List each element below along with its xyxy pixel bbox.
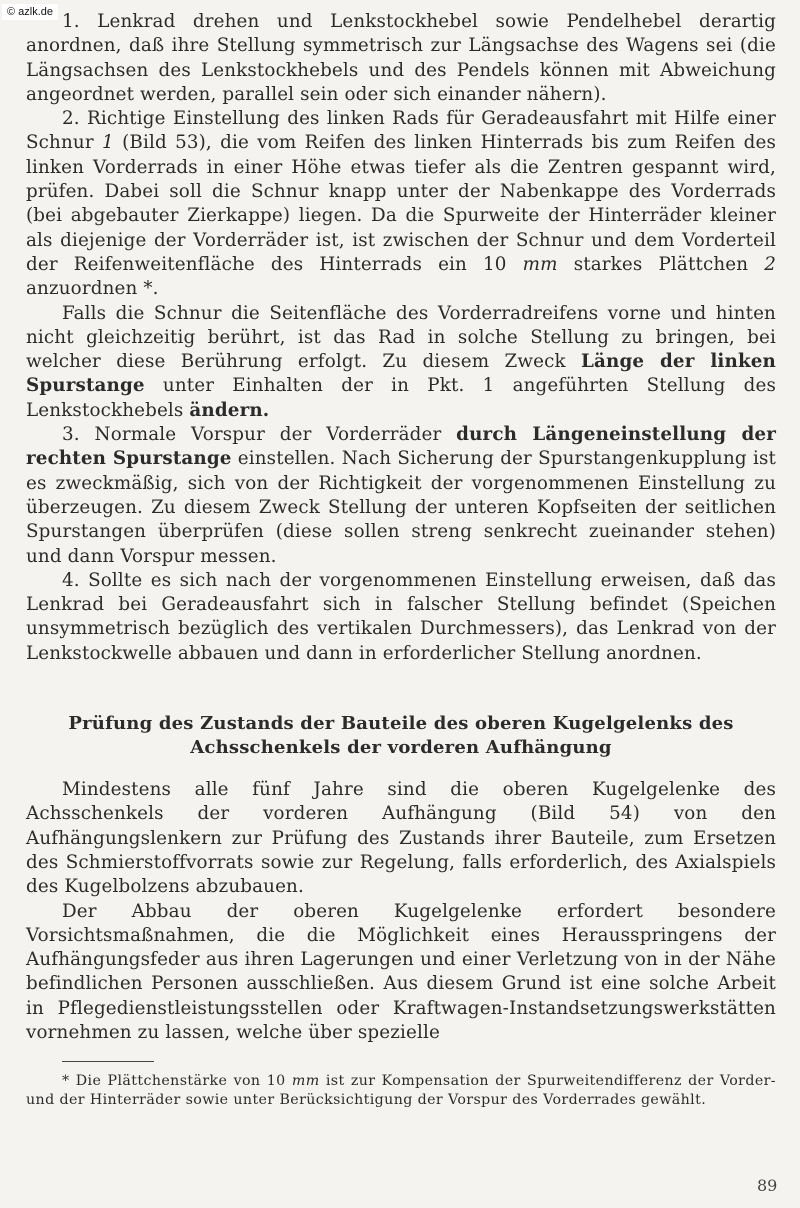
heading-line: Achsschenkels der vorderen Aufhängung (190, 737, 612, 759)
text-run: 2. Richtige Einstellung des linken Rads für Geradeausfahrt mit Hilfe einer Schnur (26, 108, 776, 154)
text-run: (Bild 53), die vom Reifen des linken Hinterrads bis zum Reifen des linken Vorderrads in einer Höhe etwas tiefer als die Zentren gespannt wird, prüfen. Dabei soll die Schnur knapp unter der Nabenkappe des Vorderrads (bei abgebauter Zierkappe) liegen. Da die Spurweite der Hinterräder kleiner als diejenige der Vorderräder ist, ist zwischen der Schnur und dem Vorderteil der Reifenweitenfläche des Hinterrads ein 10 (26, 132, 777, 275)
paragraph-adjust-left (26, 302, 776, 423)
text-run: Falls die Schnur die Seitenfläche des Vorderradreifens vorne und hinten nicht gleichzeitig berührt, ist das Rad in solche Stellung zu bringen, bei welcher diese Berührung erfolgt. Zu diesem Zweck (26, 302, 776, 373)
paragraph-step-1: 1. Lenkrad drehen und Lenkstockhebel sowie Pendelhebel derartig anordnen, daß ihre Stellung symmetrisch zur Längsachse des Wagens sei (die Längsachsen des Lenkstockhebels und des Pendels können mit Abweichung angeordnet werden, parallel sein oder sich einander nähern). (26, 11, 776, 105)
paragraph-step-2 (26, 107, 776, 301)
unit-mm: mm (522, 253, 558, 275)
text-run: ist zur Kompensation der Spurweitendifferenz der Vorder- und der Hinterräder sowie unter Berücksichtigung der Vorspur des Vorderrades gewählt. (26, 1073, 777, 1109)
figure-ref-number: 1 (102, 132, 114, 154)
text-run: unter Einhalten der in Pkt. 1 angeführten Stellung des Lenkstockhebels (26, 375, 776, 421)
paragraph-step-4: 4. Sollte es sich nach der vorgenommenen Einstellung erweisen, daß das Lenkrad bei Geradeausfahrt sich in falscher Stellung befindet (Speichen unsymmetrisch bezüglich des vertikalen Durchmessers), das Lenkrad von der Lenkstockwelle abbauen und dann in erforderlicher Stellung anordnen. (26, 569, 776, 664)
text-run: 3. Normale Vorspur der Vorderräder (62, 424, 457, 446)
section-heading (26, 712, 776, 760)
bold-phrase: durch Längeneinstellung der rechten Spurstange (26, 424, 776, 470)
text-run: starkes Plättchen (557, 253, 765, 275)
unit-mm: mm (291, 1073, 320, 1090)
paragraph-ball-joint-removal: Der Abbau der oberen Kugelgelenke erfordert besondere Vorsichtsmaßnahmen, die die Möglichkeit eines Herausspringens der Aufhängungsfeder aus ihren Lagerungen und einer Verletzung von in der Nähe befindlichen Personen ausschließen. Aus diesem Grund ist eine solche Arbeit in Pflegedienstleistungsstellen oder Kraftwagen-Instandsetzungswerkstätten vornehmen zu lassen, welche über spezielle (26, 900, 776, 1043)
figure-ref-number: 2 (764, 253, 776, 275)
text-run: einstellen. Nach Sicherung der Spurstangenkupplung ist es zweckmäßig, sich von der Richtigkeit der vorgenommenen Einstellung zu überzeugen. Zu diesem Zweck Stellung der unteren Kopfseiten der seitlichen Spurstangen überprüfen (diese sollen streng senkrecht zueinander stehen) und dann Vorspur messen. (26, 448, 776, 567)
bold-phrase: ändern. (189, 399, 270, 421)
text-run: anzuordnen *. (26, 278, 159, 300)
heading-line: Prüfung des Zustands der Bauteile des oberen Kugelgelenks des (68, 713, 734, 735)
paragraph-step-3 (26, 423, 776, 569)
bold-phrase: Länge der linken Spurstange (26, 351, 776, 397)
copyright-watermark: © azlk.de (2, 4, 58, 20)
page-number: 89 (757, 1176, 778, 1195)
document-page (26, 10, 776, 1110)
text-run: * Die Plättchenstärke von 10 (62, 1073, 292, 1090)
footnote (26, 1072, 776, 1110)
footnote-divider (62, 1061, 154, 1062)
paragraph-ball-joint-intro: Mindestens alle fünf Jahre sind die oberen Kugelgelenke des Achsschenkels der vorderen Aufhängung (Bild 54) von den Aufhängungslenkern zur Prüfung des Zustands ihrer Bauteile, zum Ersetzen des Schmierstoffvorrats sowie zur Regelung, falls erforderlich, des Axialspiels des Kugelbolzens abzubauen. (26, 779, 776, 898)
